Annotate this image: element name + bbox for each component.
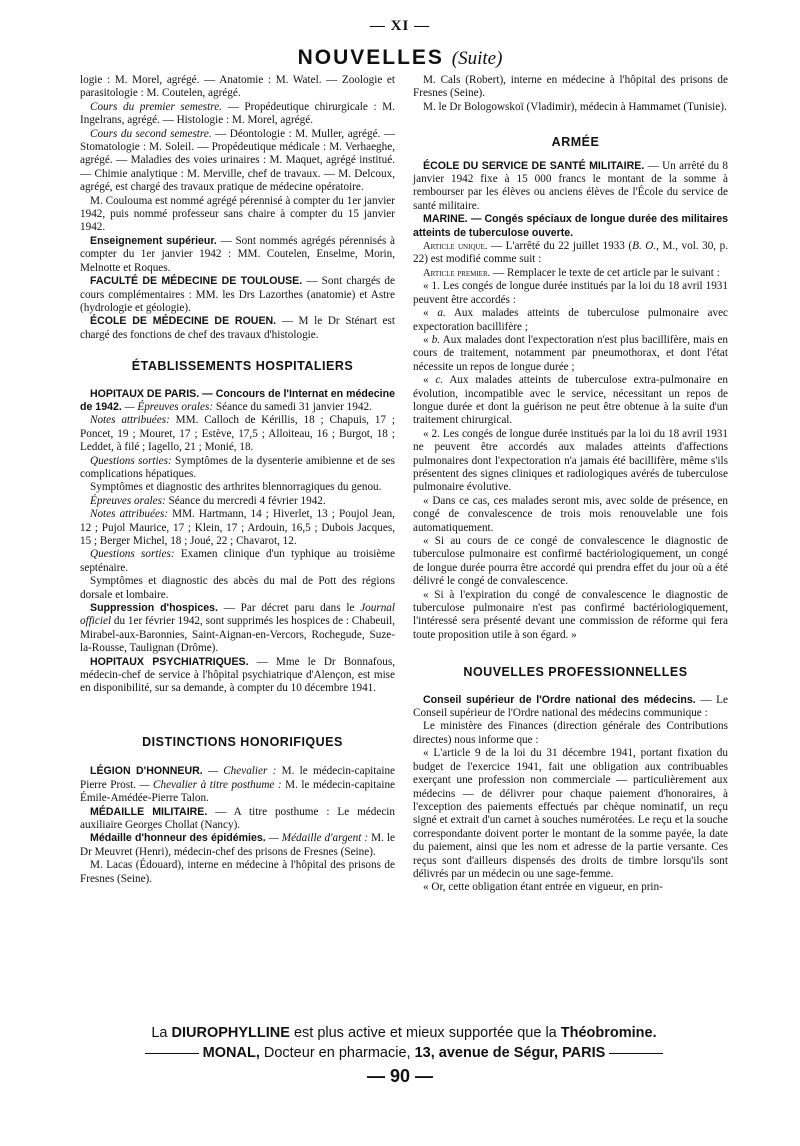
running-title [0, 46, 800, 70]
paragraph: Notes attribuées: MM. Calloch de Kérillis, 18 ; Chapuis, 17 ; Poncet, 19 ; Mouret, 17 ; Estève, 17,5 ; Alloiteau, 16 ; Burgot, 18 ; Leddet, à filé ; Iagello, 21 ; Monié, 18. [80, 414, 395, 454]
paragraph: Enseignement supérieur. — Sont nommés agrégés pérennisés à compter du 1er janvier 1942 : MM. Coutelen, Enselme, Morin, Melnotte et Roques. [80, 234, 395, 274]
paragraph: HOPITAUX DE PARIS. — Concours de l'Internat en médecine de 1942. — Épreuves orales: Séance du samedi 31 janvier 1942. [80, 387, 395, 413]
paragraph: Symptômes et diagnostic des arthrites blennorragiques du genou. [90, 481, 382, 494]
paragraph: Cours du premier semestre. — Propédeutique chirurgicale : M. Ingelrans, agrégé. — Histologie : M. Morel, agrégé. [80, 100, 395, 127]
paragraph: « Dans ce cas, ces malades seront mis, avec solde de présence, en congé de convalescence de trois mois renouvelable une fois automatiquement. [413, 494, 728, 534]
paragraph: M. Lacas (Édouard), interne en médecine à l'hôpital des prisons de Fresnes (Seine). [80, 859, 395, 885]
section-heading: DISTINCTIONS HONORIFIQUES [142, 734, 343, 749]
paragraph: M. Cals (Robert), interne en médecine à l'hôpital des prisons de Fresnes (Seine). [413, 74, 728, 100]
paragraph: MARINE. — Congés spéciaux de longue durée des militaires atteints de tuberculose ouverte. [413, 213, 728, 239]
page-number: — 90 — [366, 1066, 434, 1086]
paragraph: « Or, cette obligation étant entrée en vigueur, en prin- [423, 881, 663, 894]
advertisement-line-2: MONAL, Docteur en pharmacie, 13, avenue de Ségur, PARIS [80, 1045, 728, 1061]
paragraph: Épreuves orales: Séance du mercredi 4 février 1942. [90, 494, 326, 507]
paragraph: « L'article 9 de la loi du 31 décembre 1941, portant fixation du budget de l'exercice 1941, fait une obligation aux contribuables exerçant une profession non commerciale — particulièrement aux médecins — de délivrer pour chaque paiement d'honoraires, à l'exception des paiements effectués par chèque nominatif, un reçu signé et extrait d'un carnet à souches numérotées. Le reçu et la souche correspondante doivent porter le montant de la somme payée, la date du paiement, ainsi que les nom et adresse de la partie versante. Ces reçus sont d'ailleurs dispensés des droits de timbre lorsqu'ils sont délivrés par un médecin ou une sage-femme. [413, 747, 728, 880]
right-column [413, 74, 728, 895]
roman-folio: — XI — [369, 18, 431, 34]
rule-right [609, 1053, 663, 1054]
paragraph: « c. Aux malades atteints de tuberculose extra-pulmonaire en évolution, incompatible avec le service, nécessitant un repos de longue durée et dont la guérison ne peut être obtenue à la suite d'un traitement chirurgical. [413, 374, 729, 427]
rule-left [145, 1053, 199, 1054]
section-heading: ARMÉE [551, 135, 600, 150]
paragraph: Suppression d'hospices. — Par décret paru dans le Journal officiel du 1er février 1942, sont supprimés les hospices de : Chabeuil, Mirabel-aux-Baronnies, Saint-Aignan-en-Vercors, Rochegude, Suze-la-Rousse, Taulignan (Drôme). [80, 602, 395, 655]
section-heading: NOUVELLES PROFESSIONNELLES [463, 665, 688, 680]
running-title-suffix: (Suite) [451, 48, 503, 69]
paragraph: Questions sorties: Examen clinique d'un typhique au troisième septénaire. [80, 548, 395, 574]
paragraph: « Si à l'expiration du congé de convalescence le diagnostic de tuberculose pulmonaire n'est pas confirmé bactériologiquement, l'intéressé sera présenté devant une commission de réforme qui fera toute proposition utile à son égard. » [413, 588, 728, 641]
paragraph: « Si au cours de ce congé de convalescence le diagnostic de tuberculose pulmonaire est confirmé bactériologiquement, un congé de longue durée pourra être accordé qui prendra effet du jour où a été délivré le congé de convalescence. [413, 535, 728, 588]
paragraph: « a. Aux malades atteints de tuberculose pulmonaire avec expectoration bacillifère ; [413, 307, 729, 333]
paragraph: Conseil supérieur de l'Ordre national des médecins. — Le Conseil supérieur de l'Ordre national des médecins communique : [413, 693, 728, 720]
paragraph: Notes attribuées: MM. Hartmann, 14 ; Hiverlet, 13 ; Poujol Jean, 12 ; Pujol Maurice, 17 ; Klein, 17 ; Ardouin, 16,5 ; Dubois Jacques, 15 ; Berger Michel, 18 ; Joué, 22 ; Chavarot, 12. [80, 508, 395, 547]
paragraph: FACULTÉ DE MÉDECINE DE TOULOUSE. — Sont chargés de cours complémentaires : MM. les Drs Lazorthes (anatomie) et Astre (hydrologie et géologie). [80, 275, 395, 314]
paragraph: Cours du second semestre. — Déontologie : M. Muller, agrégé. — Stomatologie : M. Soleil. — Propédeutique médicale : M. Verhaeghe, agrégé. — Maladies des voies urinaires : M. Maquet, agrégé institué. — Chimie analytique : M. Merville, chef de travaux. — M. Delcoux, agrégé, est chargé des travaux pratique de médecine opératoire. [80, 127, 396, 194]
paragraph: « 1. Les congés de longue durée institués par la loi du 18 avril 1931 peuvent être accordés : [413, 280, 728, 306]
advertisement-line-1: La DIUROPHYLLINE est plus active et mieux supportée que la Théobromine. [151, 1025, 657, 1041]
paragraph: ÉCOLE DU SERVICE DE SANTÉ MILITAIRE. — Un arrêté du 8 janvier 1942 fixe à 15 000 francs le montant de la somme à rembourser par les élèves ou anciens élèves de l'École du service de santé militaire. [413, 159, 728, 212]
paragraph: Le ministère des Finances (direction générale des Contributions directes) nous informe que : [413, 720, 728, 746]
paragraph: logie : M. Morel, agrégé. — Anatomie : M. Watel. — Zoologie et parasitologie : M. Coutelen, agrégé. [80, 74, 395, 100]
paragraph: « b. Aux malades dont l'expectoration n'est plus bacillifère, mais en cours de traitement, notamment par pneumothorax, et dont l'état nécessite un repos de longue durée ; [413, 333, 729, 373]
running-title-text: NOUVELLES [297, 46, 444, 69]
paragraph: ÉCOLE DE MÉDECINE DE ROUEN. — M le Dr Sténart est chargé des fonctions de chef des travaux d'histologie. [80, 315, 395, 341]
section-heading: ÉTABLISSEMENTS HOSPITALIERS [131, 359, 354, 374]
paragraph: Article premier. — Remplacer le texte de cet article par le suivant : [423, 266, 720, 279]
paragraph: MÉDAILLE MILITAIRE. — A titre posthume : Le médecin auxiliaire Georges Chollat (Nancy). [80, 805, 395, 831]
paragraph: HOPITAUX PSYCHIATRIQUES. — Mme le Dr Bonnafous, médecin-chef de service à l'hôpital psychiatrique d'Alençon, est mise en disponibilité, sur sa demande, à compter du 10 décembre 1941. [80, 655, 395, 695]
paragraph: Questions sorties: Symptômes de la dysenterie amibienne et de ses complications hépatiques. [80, 454, 395, 480]
paragraph: M. Coulouma est nommé agrégé pérennisé à compter du 1er janvier 1942, puis nommé professeur sans chaire à compter du 15 janvier 1942. [80, 194, 395, 234]
paragraph: Symptômes et diagnostic des abcès du mal de Pott des régions dorsale et lombaire. [80, 575, 395, 601]
left-column [80, 74, 395, 886]
paragraph: M. le Dr Bologowskoï (Vladimir), médecin à Hammamet (Tunisie). [423, 100, 727, 113]
paragraph: Médaille d'honneur des épidémies. — Médaille d'argent : M. le Dr Meuvret (Henri), médecin-chef des prisons de Fresnes (Seine). [80, 832, 396, 858]
paragraph: Article unique. — L'arrêté du 22 juillet 1933 (B. O., M., vol. 30, p. 22) est modifié comme suit : [413, 240, 728, 266]
paragraph: LÉGION D'HONNEUR. — Chevalier : M. le médecin-capitaine Pierre Prost. — Chevalier à titre posthume : M. le médecin-capitaine Émile-Amédée-Pierre Talon. [80, 765, 396, 805]
paragraph: « 2. Les congés de longue durée institués par la loi du 18 avril 1931 ne peuvent être accordés aux malades atteints d'affections pulmonaires dont l'expectoration n'a jamais été bacillifère, même s'ils présentent des signes cliniques et radiologiques avérés de tuberculose pulmonaire évolutive. [413, 427, 728, 494]
